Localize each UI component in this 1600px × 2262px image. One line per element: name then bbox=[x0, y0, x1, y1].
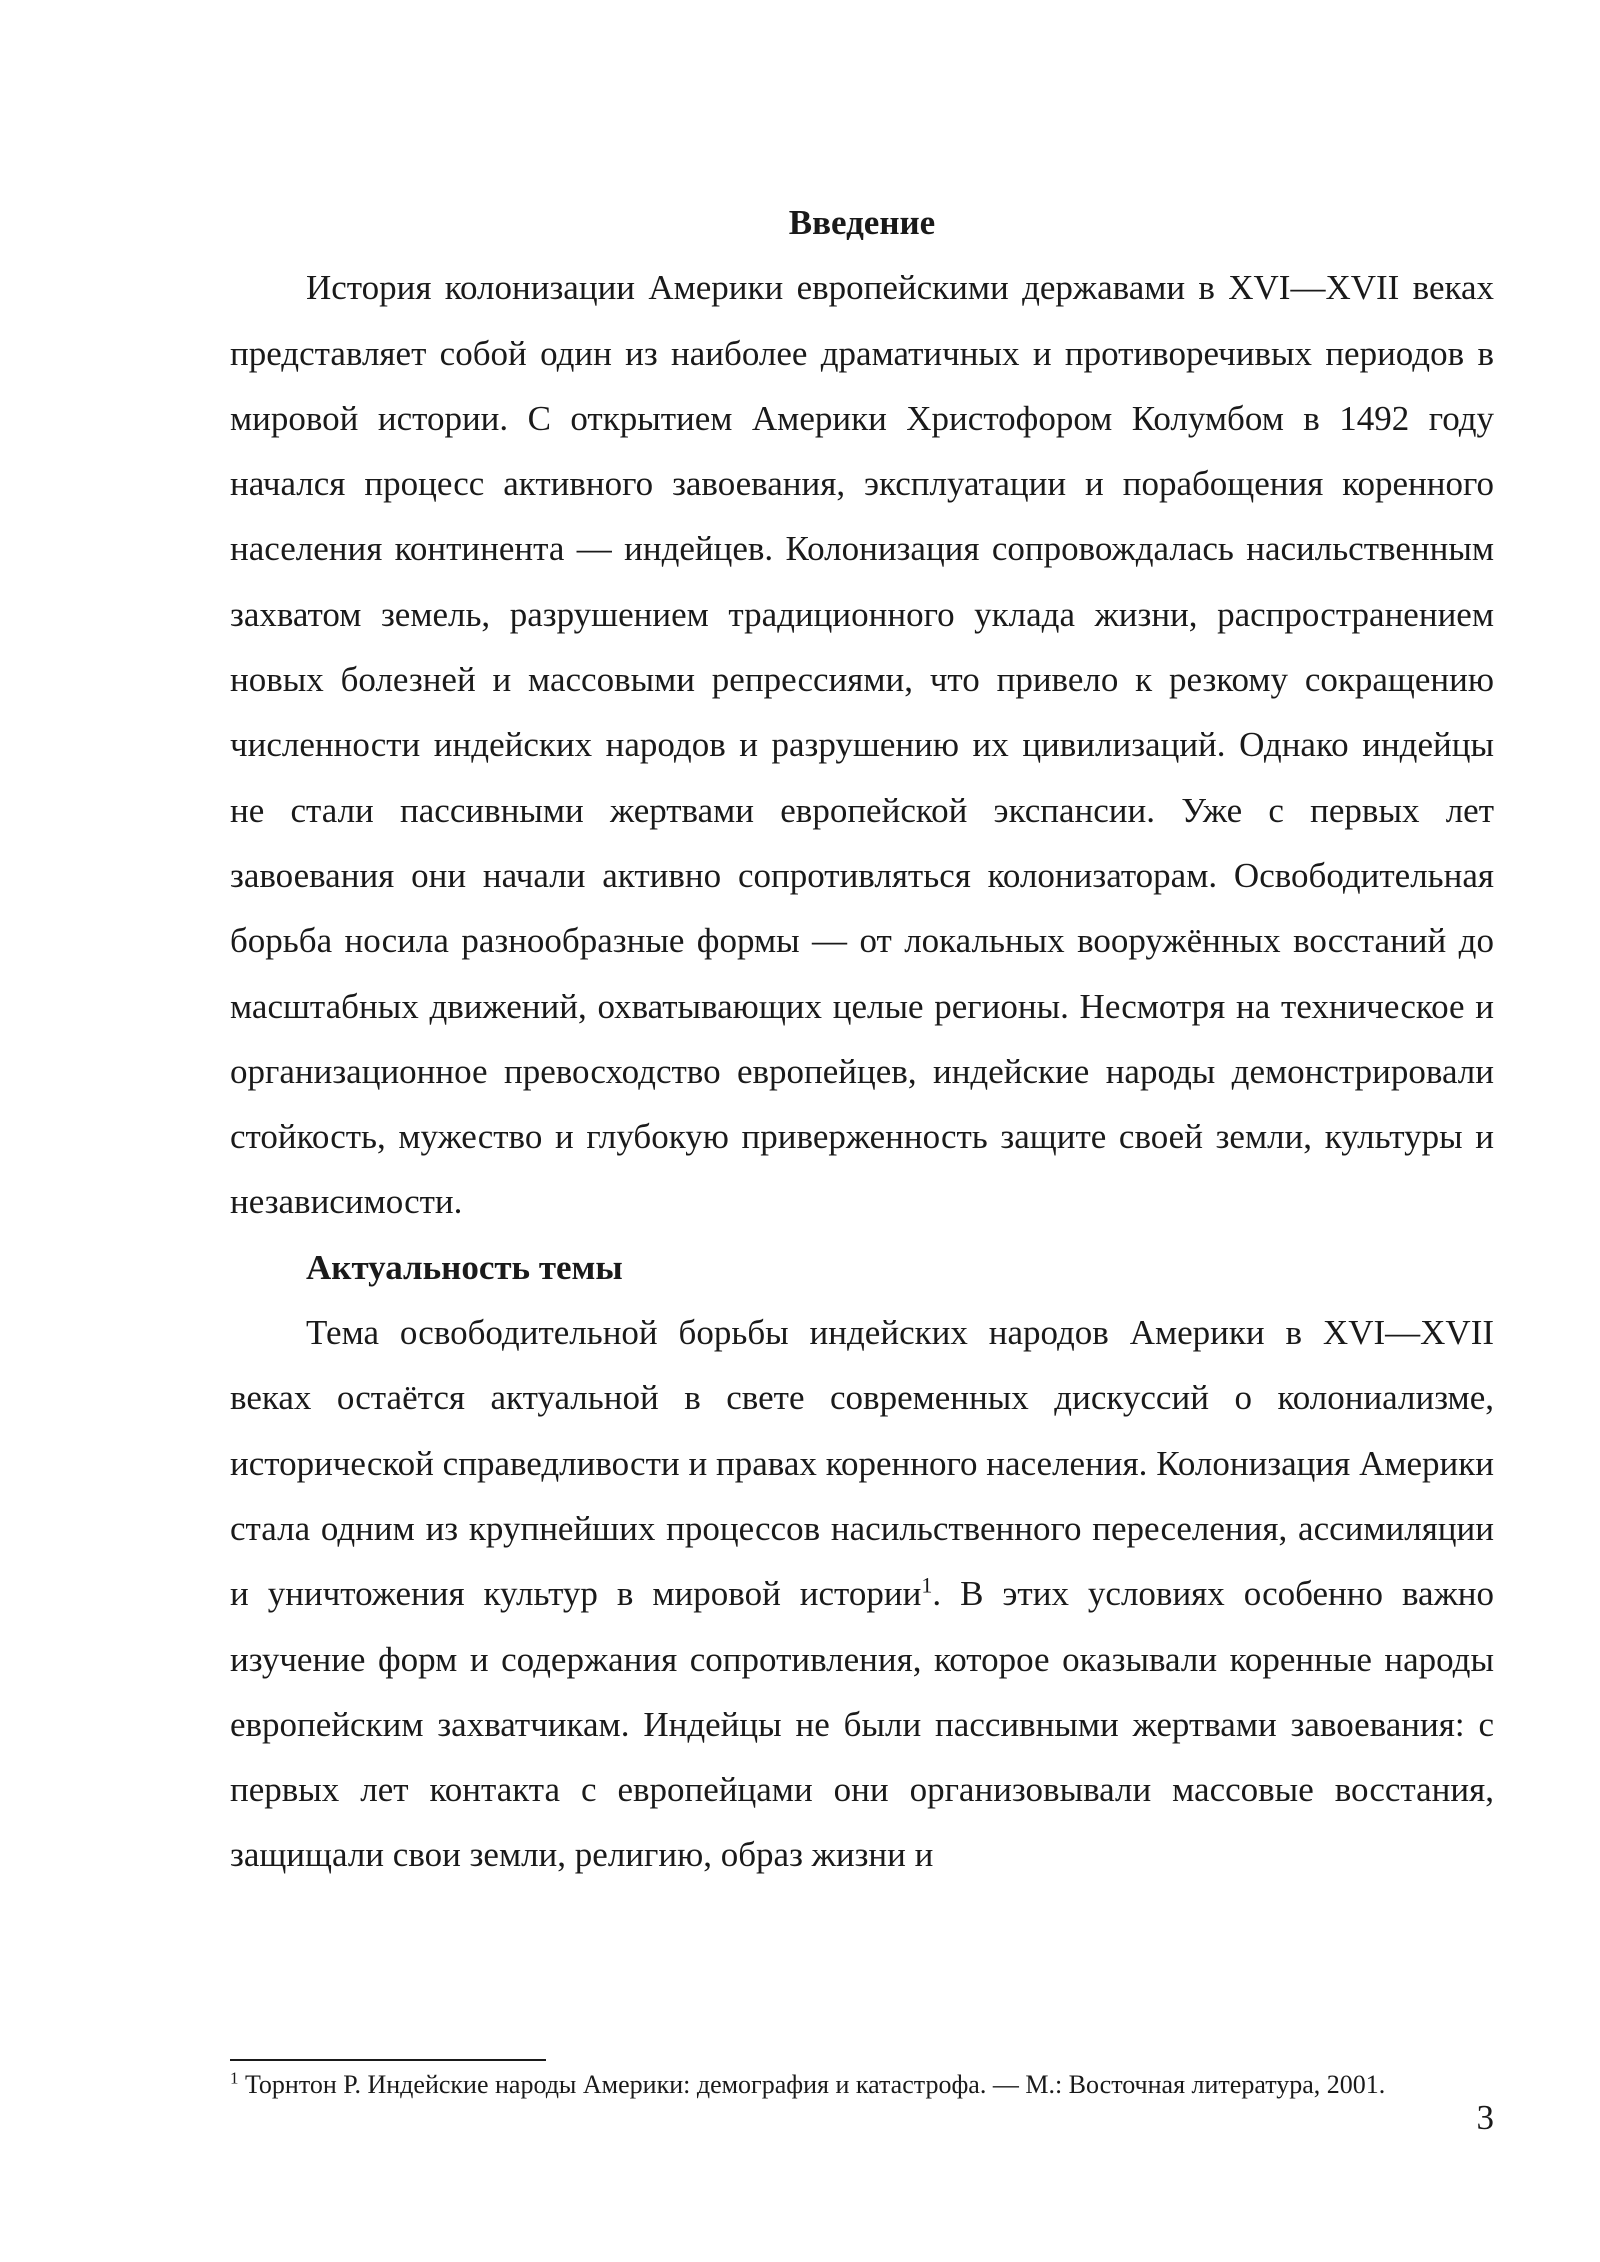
page-number: 3 bbox=[1476, 2098, 1494, 2137]
relevance-paragraph bbox=[230, 1300, 1494, 1888]
section-heading-introduction: Введение bbox=[788, 203, 936, 242]
footnote bbox=[230, 2068, 1494, 2102]
footnote-marker: 1 bbox=[230, 2068, 239, 2088]
relevance-text-part1: Тема освободительной борьбы индейских народов Америки в XVI—XVII веках остаётся актуальной в свете современных дискуссий о колониализме, исторической справедливости и правах коренного населения. Колонизация Америки стала одним из крупнейших процессов насильственного переселения, ассимиляции и уничтожения культур в мировой истории bbox=[230, 1313, 1494, 1614]
footnote-text: Торнтон Р. Индейские народы Америки: демография и катастрофа. — М.: Восточная литература, 2001. bbox=[238, 2070, 1386, 2099]
main-text-block bbox=[230, 190, 1494, 1888]
footnote-reference[interactable]: 1 bbox=[921, 1572, 933, 1598]
section-heading-relevance: Актуальность темы bbox=[306, 1247, 623, 1287]
footnote-separator bbox=[230, 2059, 546, 2061]
relevance-text-part2: . В этих условиях особенно важно изучение форм и содержания сопротивления, которое оказывали коренные народы европейским захватчикам. Индейцы не были пассивными жертвами завоевания: с первых лет контакта с европейцами они организовывали массовые восстания, защищали свои земли, религию, образ жизни и bbox=[230, 1574, 1494, 1875]
introduction-paragraph: История колонизации Америки европейскими державами в XVI—XVII веках представляет собой один из наиболее драматичных и противоречивых периодов в мировой истории. С открытием Америки Христофором Колумбом в 1492 году начался процесс активного завоевания, эксплуатации и порабощения коренного населения континента — индейцев. Колонизация сопровождалась насильственным захватом земель, разрушением традиционного уклада жизни, распространением новых болезней и массовыми репрессиями, что привело к резкому сокращению численности индейских народов и разрушению их цивилизаций. Однако индейцы не стали пассивными жертвами европейской экспансии. Уже с первых лет завоевания они начали активно сопротивляться колонизаторам. Освободительная борьба носила разнообразные формы — от локальных вооружённых восстаний до масштабных движений, охватывающих целые регионы. Несмотря на техническое и организационное превосходство европейцев, индейские народы демонстрировали стойкость, мужество и глубокую приверженность защите своей земли, культуры и независимости. bbox=[230, 268, 1494, 1222]
